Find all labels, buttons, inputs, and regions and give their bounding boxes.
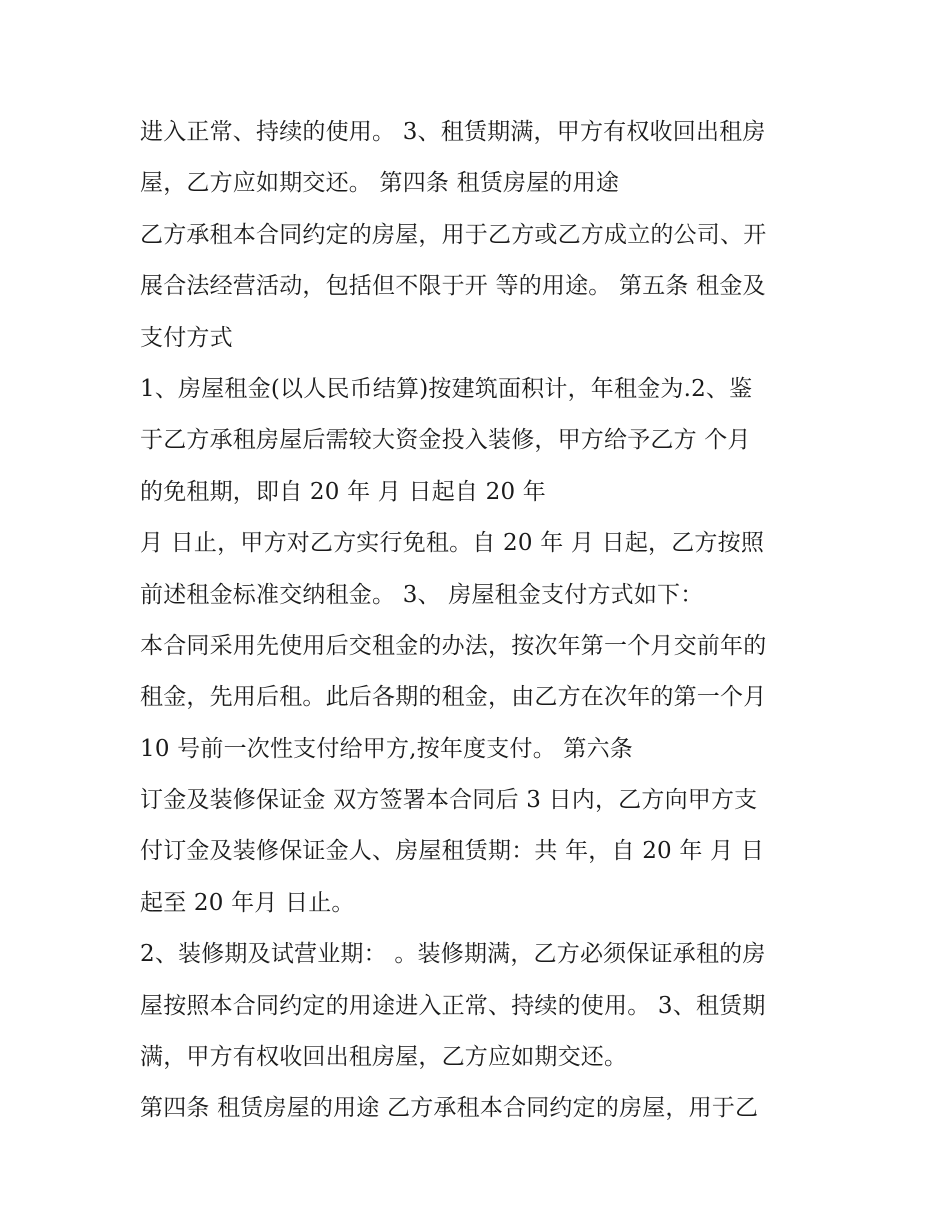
- text-line-1: 进入正常、持续的使用。 3、租赁期满，甲方有权收回出租房: [140, 119, 766, 145]
- text-line-4: 展合法经营活动，包括但不限于开 等的用途。 第五条 租金及: [140, 273, 766, 300]
- text-line-17: 2、装修期及试营业期： 。装修期满，乙方必须保证承租的房: [140, 941, 766, 968]
- text-line-2: 屋，乙方应如期交还。 第四条 租赁房屋的用途: [140, 170, 620, 197]
- text-line-8: 的免租期，即自 20 年 月 日起自 20 年: [140, 478, 546, 505]
- text-line-20: 第四条 租赁房屋的用途 乙方承租本合同约定的房屋，用于乙: [140, 1095, 759, 1122]
- text-line-9: 月 日止，甲方对乙方实行免租。自 20 年 月 日起，乙方按照: [140, 530, 765, 557]
- text-line-18: 屋按照本合同约定的用途进入正常、持续的使用。 3、租赁期: [140, 992, 766, 1019]
- text-line-10: 前述租金标准交纳租金。 3、 房屋租金支付方式如下：: [140, 581, 704, 608]
- text-line-3: 乙方承租本合同约定的房屋，用于乙方或乙方成立的公司、开: [140, 221, 767, 248]
- text-line-14: 订金及装修保证金 双方签署本合同后 3 日内，乙方向甲方支: [140, 787, 758, 814]
- text-line-5: 支付方式: [140, 324, 233, 351]
- text-line-19: 满，甲方有权收回出租房屋，乙方应如期交还。: [140, 1044, 628, 1071]
- contract-body-text: [140, 107, 830, 1135]
- text-line-6: 1、房屋租金(以人民币结算)按建筑面积计，年租金为.2、鉴: [140, 375, 753, 402]
- text-line-11: 本合同采用先使用后交租金的办法，按次年第一个月交前年的: [140, 632, 767, 659]
- text-line-16: 起至 20 年月 日止。: [140, 889, 355, 916]
- text-line-13: 10 号前一次性支付给甲方,按年度支付。 第六条: [140, 735, 633, 762]
- text-line-12: 租金，先用后租。此后各期的租金，由乙方在次年的第一个月: [140, 684, 767, 711]
- text-line-7: 于乙方承租房屋后需较大资金投入装修，甲方给予乙方 个月: [140, 427, 751, 454]
- text-line-15: 付订金及装修保证金人、房屋租赁期：共 年，自 20 年 月 日: [140, 838, 765, 865]
